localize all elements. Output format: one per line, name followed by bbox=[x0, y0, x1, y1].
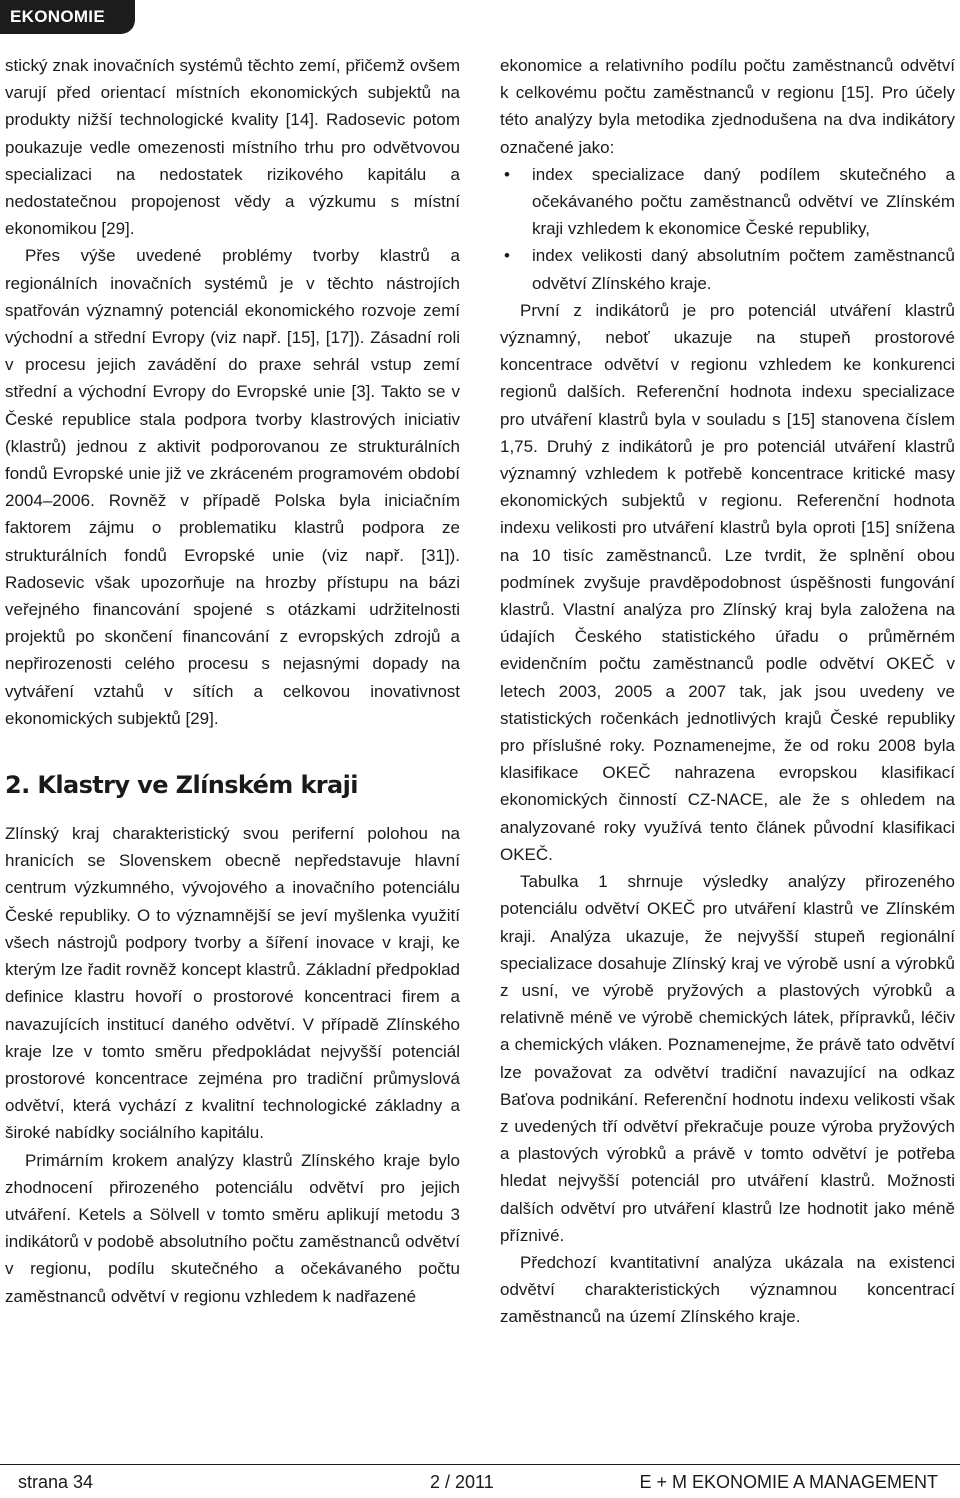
page-number: strana 34 bbox=[18, 1472, 94, 1492]
paragraph: Přes výše uvedené problémy tvorby klastrů a regionálních inovačních systémů je v těchto nástrojích spatřován významný potenciál ekonomického rozvoje zemí východní a střední Evropy (viz např. [15], [17]). Zásadní roli v procesu jejich zavádění do praxe sehrál vstup zemí střední a východní Evropy do Evropské unie [3]. Takto se v České republice stala podpora tvorby klastrových iniciativ (klastrů) jednou z aktivit podporovanou ze strukturálních fondů Evropské unie již ve zkráceném programovém období 2004–2006. Rovněž v případě Polska byla iniciačním faktorem zájmu o problematiku klastrů podpora ze strukturálních fondů Evropské unie (viz např. [31]). Radosevic však upozorňuje na hrozby přístupu na bázi veřejného financování spojené s otázkami udržitelnosti projektů po skončení financování z evropských zdrojů a nepřirozenosti celého procesu s nejasnými dopady na vytváření vztahů v sítích a celkovou inovativnost ekonomických subjektů [29]. bbox=[5, 246, 460, 728]
section-heading: 2. Klastry ve Zlínském kraji bbox=[5, 771, 358, 800]
right-column bbox=[500, 52, 955, 1331]
issue-number: 2 / 2011 bbox=[430, 1472, 494, 1492]
bullet-list bbox=[500, 161, 955, 297]
left-column bbox=[5, 52, 460, 1310]
list-item: • index velikosti daný absolutním počtem zaměstnanců odvětví Zlínského kraje. bbox=[500, 242, 955, 296]
paragraph: Zlínský kraj charakteristický svou periferní polohou na hranicích se Slovenskem obecně nepředstavuje hlavní centrum výzkumného, vývojového a inovačního potenciálu České republiky. O to významnější se jeví myšlenka využití všech nástrojů podpory tvorby a šíření inovace v kraji, ke kterým lze řadit rovněž koncept klastrů. Základní předpoklad definice klastru hovoří o prostorové koncentraci firem a navazujících institucí daného odvětví. V případě Zlínského kraje lze v tomto směru předpokládat nejvyšší potenciál prostorové koncentrace zejména pro tradiční průmyslová odvětví, která vychází z kvalitní technologické základny a široké nabídky sociálního kapitálu. bbox=[5, 824, 460, 1143]
section-label: EKONOMIE bbox=[10, 7, 105, 26]
paragraph: stický znak inovačních systémů těchto zemí, přičemž ovšem varují před orientací místních ekonomických subjektů na produkty nižší technologické kvality [14]. Radosevic potom poukazuje vedle omezenosti místního trhu pro odvětvovou specializaci na nedostatek rizikového kapitálu a nedostatečnou propojenost vědy a výzkumu s místní ekonomikou [29]. bbox=[5, 56, 460, 239]
paragraph: Primárním krokem analýzy klastrů Zlínského kraje bylo zhodnocení přirozeného potenciálu odvětví pro jejich utváření. Ketels a Sölvell v tomto směru aplikují metodu 3 indikátorů v podobě absolutního počtu zaměstnanců odvětví v regionu, podílu skutečného a očekávaného počtu zaměstnanců odvětví v regionu vzhledem k nadřazené bbox=[5, 1150, 460, 1306]
paragraph: Tabulka 1 shrnuje výsledky analýzy přirozeného potenciálu odvětví OKEČ pro utváření klastrů ve Zlínském kraji. Analýza ukazuje, že nejvyšší stupeň regionální specializace dosahuje Zlínský kraj ve výrobě usní a výrobků z usní, ve výrobě pryžových a plastových výrobků a relativně méně ve výrobě chemických látek, přípravků, léčiv a chemických vláken. Poznamenejme, že právě tato odvětví lze považovat za odvětví tradiční navazující na odkaz Baťova podnikání. Referenční hodnotu indexu velikosti však z uvedených tří odvětví překračuje pouze výroba pryžových a plastových výrobků a právě v tomto odvětví je potřeba hledat nejvyšší potenciál pro utváření klastrů. Možnosti dalších odvětví pro utváření klastrů lze hodnotit jako méně příznivé. bbox=[500, 872, 955, 1245]
journal-title: E + M EKONOMIE A MANAGEMENT bbox=[639, 1472, 938, 1492]
paragraph: První z indikátorů je pro potenciál utváření klastrů významný, neboť ukazuje na stupeň prostorové koncentrace odvětví v regionu vzhledem ke konkurenci regionů dalších. Referenční hodnota indexu specializace pro utváření klastrů byla v souladu s [15] stanovena číslem 1,75. Druhý z indikátorů je pro potenciál utváření klastrů významný vzhledem k potřebě koncentrace kritické masy ekonomických subjektů v regionu. Referenční hodnota indexu velikosti pro utváření klastrů byla oproti [15] snížena na 10 tisíc zaměstnanců. Lze tvrdit, že splnění obou podmínek zvyšuje pravděpodobnost úspěšnosti fungování klastrů. Vlastní analýza pro Zlínský kraj byla založena na údajích Českého statistického úřadu o průměrném evidenčním počtu zaměstnanců podle odvětví OKEČ v letech 2003, 2005 a 2007 tak, jak jsou uvedeny ve statistických ročenkách jednotlivých krajů České republiky pro příslušné roky. Poznamenejme, že od roku 2008 byla klasifikace OKEČ nahrazena evropskou klasifikací ekonomických činností CZ-NACE, ale že s ohledem na analyzované roky využívá tento článek původní klasifikaci OKEČ. bbox=[500, 300, 955, 864]
paragraph: ekonomice a relativního podílu počtu zaměstnanců odvětví k celkovému počtu zaměstnanců v regionu [15]. Pro účely této analýzy byla metodika zjednodušena na dva indikátory označené jako: bbox=[500, 56, 955, 157]
list-item: • index specializace daný podílem skutečného a očekávaného počtu zaměstnanců odvětví ve Zlínském kraji vzhledem k ekonomice České republiky, bbox=[500, 161, 955, 243]
page-footer bbox=[0, 1464, 960, 1498]
paragraph: Předchozí kvantitativní analýza ukázala na existenci odvětví charakteristických významnou koncentrací zaměstnanců na území Zlínského kraje. bbox=[500, 1252, 955, 1327]
section-tab bbox=[0, 0, 135, 34]
